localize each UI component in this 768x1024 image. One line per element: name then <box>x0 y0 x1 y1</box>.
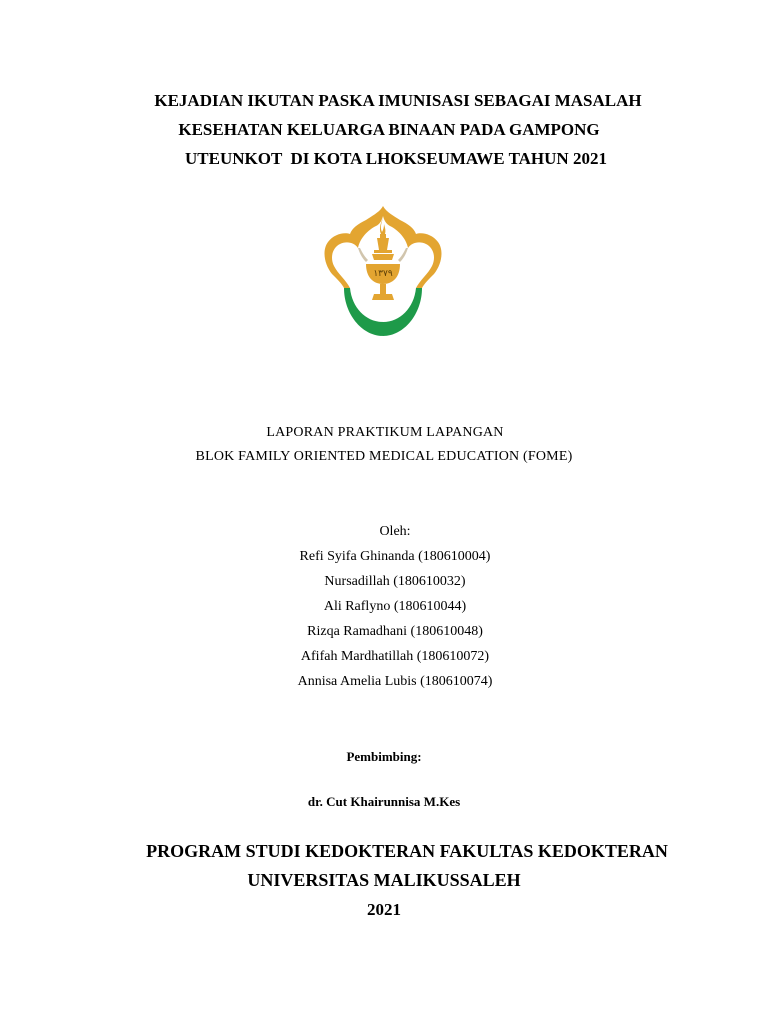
emblem-inscription: ١٣٧٩ <box>373 269 393 279</box>
advisor-name: dr. Cut Khairunnisa M.Kes <box>307 794 461 809</box>
document-title <box>0 86 768 173</box>
author-item: Refi Syifa Ghinanda (180610004) <box>299 549 491 564</box>
title-line-1: KEJADIAN IKUTAN PASKA IMUNISASI SEBAGAI MASALAH <box>154 91 642 110</box>
report-info <box>0 421 768 469</box>
authors-section <box>0 519 768 694</box>
program-name: PROGRAM STUDI KEDOKTERAN FAKULTAS KEDOKTERAN <box>146 841 668 861</box>
report-type: LAPORAN PRAKTIKUM LAPANGAN <box>266 425 504 440</box>
university-emblem-icon <box>322 204 444 338</box>
author-item: Ali Raflyno (180610044) <box>323 599 467 614</box>
university-name: UNIVERSITAS MALIKUSSALEH <box>247 870 521 890</box>
advisor-label: Pembimbing: <box>346 749 422 764</box>
author-item: Rizqa Ramadhani (180610048) <box>307 624 483 639</box>
title-line-3: UTEUNKOT DI KOTA LHOKSEUMAWE TAHUN 2021 <box>185 149 607 168</box>
title-line-2: KESEHATAN KELUARGA BINAAN PADA GAMPONG <box>178 120 600 139</box>
institution-footer <box>0 837 768 924</box>
authors-label: Oleh: <box>379 524 411 539</box>
author-item: Nursadillah (180610032) <box>324 574 466 589</box>
document-year: 2021 <box>367 900 401 919</box>
author-item: Annisa Amelia Lubis (180610074) <box>297 674 493 689</box>
report-block: BLOK FAMILY ORIENTED MEDICAL EDUCATION (FOME) <box>195 449 573 464</box>
author-item: Afifah Mardhatillah (180610072) <box>300 649 490 664</box>
